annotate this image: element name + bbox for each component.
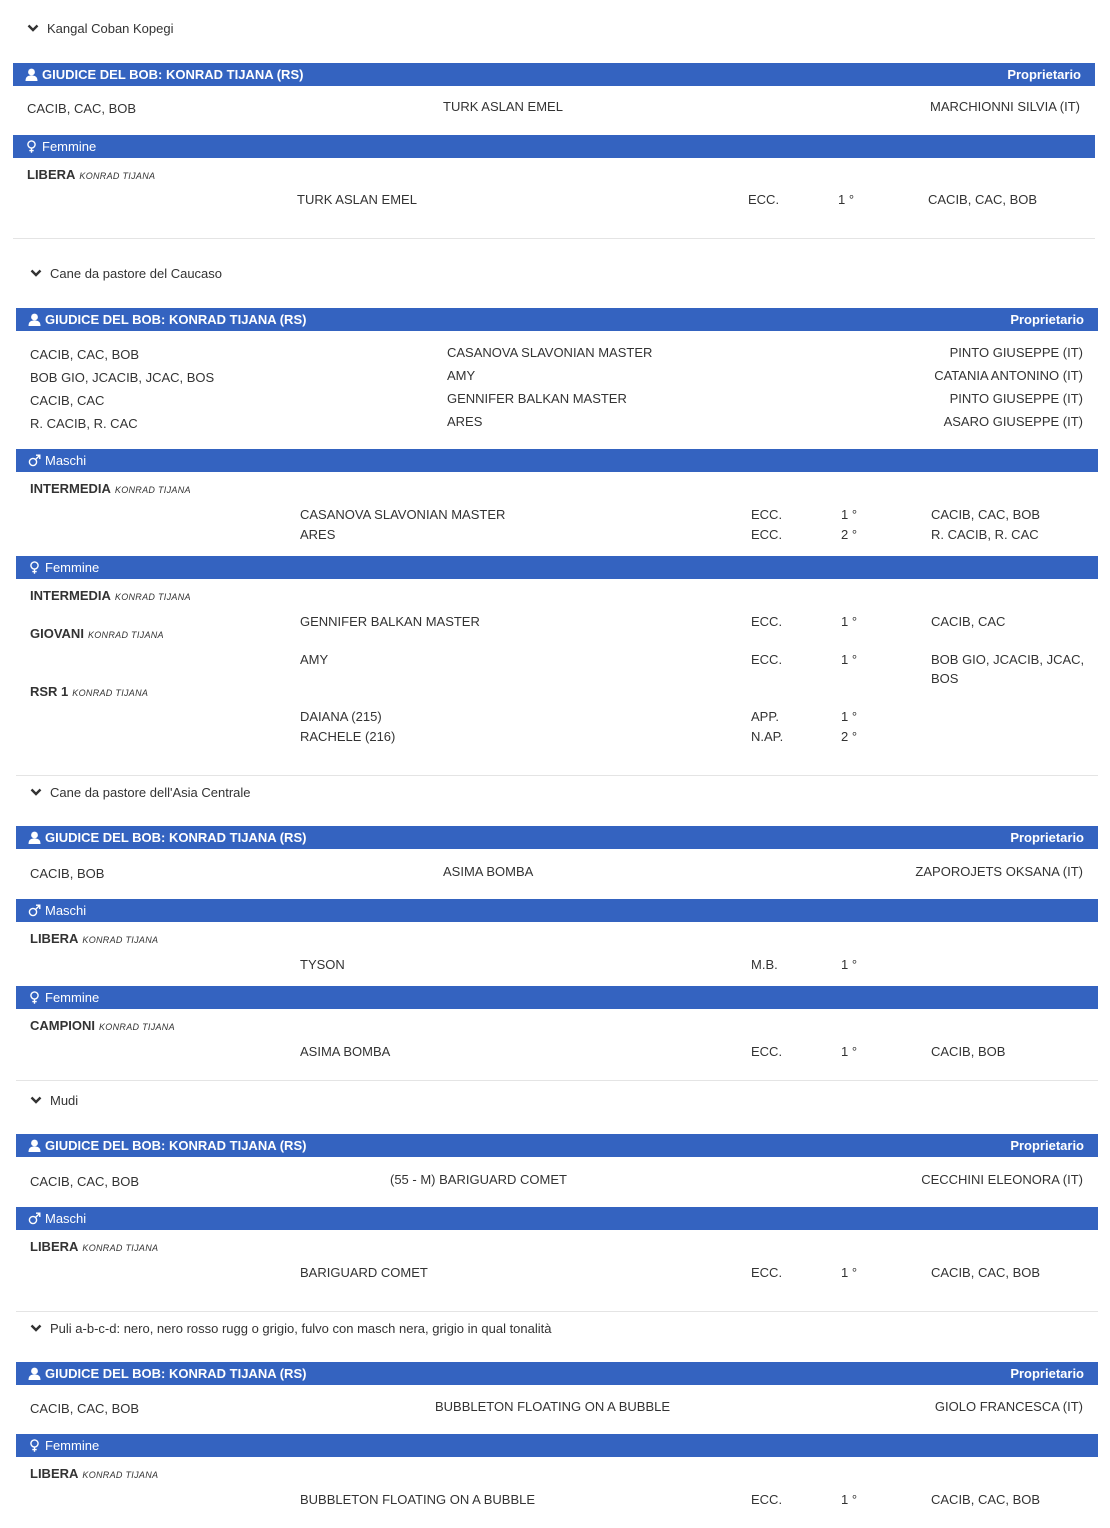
judge-title-group [25,67,303,82]
bob-dog-name[interactable]: (55 - M) BARIGUARD COMET [390,1172,567,1187]
user-icon [28,831,41,844]
judge-title-group [28,830,306,845]
entry-grade: ECC. [751,1265,783,1280]
male-symbol-icon [28,1212,41,1225]
breed-toggle[interactable] [30,1320,552,1336]
entry-awards: CACIB, CAC [931,614,1006,629]
bob-judge-header [16,826,1098,849]
entry-dog-name[interactable]: ASIMA BOMBA [300,1044,391,1059]
entry-placement: 1 ° [841,709,858,724]
class-label: LIBERA [30,1466,79,1481]
user-icon [28,1139,41,1152]
bob-award: CACIB, BOB [30,866,105,881]
entry-grade: N.AP. [751,729,784,744]
sex-label-group [28,903,86,918]
class-judge: KONRAD TIJANA [72,688,149,698]
entry-grade: APP. [751,709,779,724]
breed-name: Cane da pastore del Caucaso [50,265,223,281]
sex-icon-wrap [28,904,41,917]
bob-award: CACIB, CAC, BOB [27,101,137,116]
class-name [30,1466,158,1481]
entry-dog-name[interactable]: ARES [300,527,336,542]
entry-grade: ECC. [751,614,783,629]
class-judge: KONRAD TIJANA [82,1470,159,1480]
sex-label: Femmine [42,139,97,154]
class-judge: KONRAD TIJANA [114,592,191,602]
sex-icon-wrap [28,1212,41,1225]
class-name [30,588,191,603]
entry-placement: 1 ° [838,192,855,207]
entry-placement: 1 ° [841,614,858,629]
class-label: CAMPIONI [30,1018,95,1033]
entry-dog-name[interactable]: TYSON [300,957,345,972]
females-section-header [16,556,1098,579]
user-icon [25,68,38,81]
chevron-down-icon [30,1322,42,1334]
breed-divider [16,1080,1098,1081]
sex-label: Maschi [45,453,87,468]
class-label: LIBERA [30,931,79,946]
judge-title: GIUDICE DEL BOB: KONRAD TIJANA (RS) [45,1138,307,1153]
sex-label: Maschi [45,903,87,918]
breed-divider [13,238,1095,239]
entry-awards: CACIB, BOB [931,1044,1006,1059]
breed-name: Cane da pastore dell'Asia Centrale [50,784,251,800]
judge-icon-wrap [28,313,41,326]
bob-owner: CATANIA ANTONINO (IT) [934,368,1083,383]
chevron-down-icon [30,1094,42,1106]
class-judge: KONRAD TIJANA [99,1022,175,1032]
judge-title-group [28,312,306,327]
bob-award: CACIB, CAC, BOB [30,1401,140,1416]
class-name [30,1018,175,1033]
entry-dog-name[interactable]: RACHELE (216) [300,729,396,744]
entry-placement: 1 ° [841,957,858,972]
males-section-header [16,1207,1098,1230]
entry-grade: ECC. [751,527,783,542]
breed-divider [16,1311,1098,1312]
breed-toggle[interactable] [30,265,222,281]
sex-icon-wrap [28,991,41,1004]
entry-dog-name[interactable]: CASANOVA SLAVONIAN MASTER [300,507,506,522]
bob-owner: PINTO GIUSEPPE (IT) [949,345,1083,360]
chevron-down-icon [27,22,39,34]
judge-title-group [28,1366,306,1381]
sex-label-group [28,453,86,468]
entry-awards: CACIB, CAC, BOB [931,1492,1041,1507]
breed-toggle[interactable] [30,1092,78,1108]
entry-dog-name[interactable]: BUBBLETON FLOATING ON A BUBBLE [300,1492,536,1507]
entry-grade: ECC. [751,652,783,667]
bob-judge-header [16,1134,1098,1157]
entry-awards: CACIB, CAC, BOB [931,1265,1041,1280]
judge-title: GIUDICE DEL BOB: KONRAD TIJANA (RS) [45,830,307,845]
bob-owner: MARCHIONNI SILVIA (IT) [930,99,1080,114]
bob-judge-header [16,308,1098,331]
entry-awards: CACIB, CAC, BOB [928,192,1038,207]
bob-dog-name[interactable]: ASIMA BOMBA [443,864,534,879]
class-judge: KONRAD TIJANA [114,485,191,495]
female-symbol-icon [25,140,38,153]
entry-awards-continued: BOS [931,671,959,686]
bob-award: BOB GIO, JCACIB, JCAC, BOS [30,370,215,385]
bob-owner: ZAPOROJETS OKSANA (IT) [915,864,1083,879]
entry-grade: ECC. [748,192,780,207]
entry-grade: M.B. [751,957,778,972]
entry-placement: 1 ° [841,1492,858,1507]
judge-title: GIUDICE DEL BOB: KONRAD TIJANA (RS) [45,312,307,327]
entry-awards: R. CACIB, R. CAC [931,527,1039,542]
sex-label-group [28,1438,99,1453]
breed-toggle[interactable] [27,20,174,36]
sex-label: Femmine [45,560,100,575]
class-name [30,684,148,699]
bob-owner: CECCHINI ELEONORA (IT) [921,1172,1083,1187]
bob-judge-header [16,1362,1098,1385]
males-section-header [16,449,1098,472]
bob-award: R. CACIB, R. CAC [30,416,138,431]
class-name [30,481,191,496]
entry-placement: 1 ° [841,507,858,522]
class-judge: KONRAD TIJANA [87,630,164,640]
bob-award: CACIB, CAC, BOB [30,347,140,362]
user-icon [28,1367,41,1380]
chevron-down-icon [30,267,42,279]
class-label: INTERMEDIA [30,481,111,496]
owner-column-header: Proprietario [1010,312,1084,327]
class-label: LIBERA [30,1239,79,1254]
judge-icon-wrap [28,1367,41,1380]
user-icon [28,313,41,326]
class-name [30,1239,158,1254]
entry-awards: BOB GIO, JCACIB, JCAC, [931,652,1085,667]
sex-label: Femmine [45,990,100,1005]
female-symbol-icon [28,1439,41,1452]
class-label: GIOVANI [30,626,84,641]
entry-placement: 1 ° [841,652,858,667]
judge-title: GIUDICE DEL BOB: KONRAD TIJANA (RS) [45,1366,307,1381]
class-judge: KONRAD TIJANA [82,1243,159,1253]
sex-label: Femmine [45,1438,100,1453]
owner-column-header: Proprietario [1010,1138,1084,1153]
breed-name: Mudi [50,1092,79,1108]
entry-dog-name[interactable]: BARIGUARD COMET [300,1265,428,1280]
sex-icon-wrap [25,140,38,153]
entry-dog-name[interactable]: TURK ASLAN EMEL [297,192,417,207]
judge-title-group [28,1138,306,1153]
breed-name: Kangal Coban Kopegi [47,20,174,36]
sex-label: Maschi [45,1211,87,1226]
females-section-header [16,986,1098,1009]
entry-grade: ECC. [751,1044,783,1059]
entry-placement: 1 ° [841,1265,858,1280]
bob-judge-header [13,63,1095,86]
bob-dog-name[interactable]: GENNIFER BALKAN MASTER [447,391,627,406]
bob-award: CACIB, CAC [30,393,105,408]
sex-label-group [25,139,96,154]
entry-dog-name[interactable]: DAIANA (215) [300,709,382,724]
bob-dog-name[interactable]: CASANOVA SLAVONIAN MASTER [447,345,653,360]
sex-label-group [28,560,99,575]
class-label: INTERMEDIA [30,588,111,603]
males-section-header [16,899,1098,922]
class-name [30,626,164,641]
breed-divider [16,775,1098,776]
judge-icon-wrap [28,1139,41,1152]
owner-column-header: Proprietario [1007,67,1081,82]
females-section-header [13,135,1095,158]
male-symbol-icon [28,904,41,917]
entry-placement: 1 ° [841,1044,858,1059]
entry-grade: ECC. [751,1492,783,1507]
entry-placement: 2 ° [841,729,858,744]
breed-name: Puli a-b-c-d: nero, nero rosso rugg o grigio, fulvo con masch nera, grigio in qual tonalità [50,1320,552,1336]
bob-dog-name[interactable]: ARES [447,414,483,429]
breed-toggle[interactable] [30,784,251,800]
sex-icon-wrap [28,1439,41,1452]
judge-icon-wrap [25,68,38,81]
entry-dog-name[interactable]: AMY [300,652,329,667]
entry-placement: 2 ° [841,527,858,542]
class-name [27,167,155,182]
bob-owner: PINTO GIUSEPPE (IT) [949,391,1083,406]
class-label: RSR 1 [30,684,69,699]
class-name [30,931,158,946]
judge-icon-wrap [28,831,41,844]
bob-award: CACIB, CAC, BOB [30,1174,140,1189]
owner-column-header: Proprietario [1010,830,1084,845]
class-judge: KONRAD TIJANA [82,935,159,945]
entry-grade: ECC. [751,507,783,522]
sex-icon-wrap [28,454,41,467]
bob-dog-name[interactable]: AMY [447,368,476,383]
male-symbol-icon [28,454,41,467]
class-label: LIBERA [27,167,76,182]
bob-owner: ASARO GIUSEPPE (IT) [943,414,1083,429]
judge-title: GIUDICE DEL BOB: KONRAD TIJANA (RS) [42,67,304,82]
bob-owner: GIOLO FRANCESCA (IT) [934,1399,1083,1414]
females-section-header [16,1434,1098,1457]
entry-dog-name[interactable]: GENNIFER BALKAN MASTER [300,614,480,629]
female-symbol-icon [28,561,41,574]
bob-dog-name[interactable]: TURK ASLAN EMEL [443,99,563,114]
chevron-down-icon [30,786,42,798]
bob-dog-name[interactable]: BUBBLETON FLOATING ON A BUBBLE [435,1399,671,1414]
sex-label-group [28,1211,86,1226]
class-judge: KONRAD TIJANA [79,171,156,181]
sex-label-group [28,990,99,1005]
female-symbol-icon [28,991,41,1004]
sex-icon-wrap [28,561,41,574]
entry-awards: CACIB, CAC, BOB [931,507,1041,522]
owner-column-header: Proprietario [1010,1366,1084,1381]
